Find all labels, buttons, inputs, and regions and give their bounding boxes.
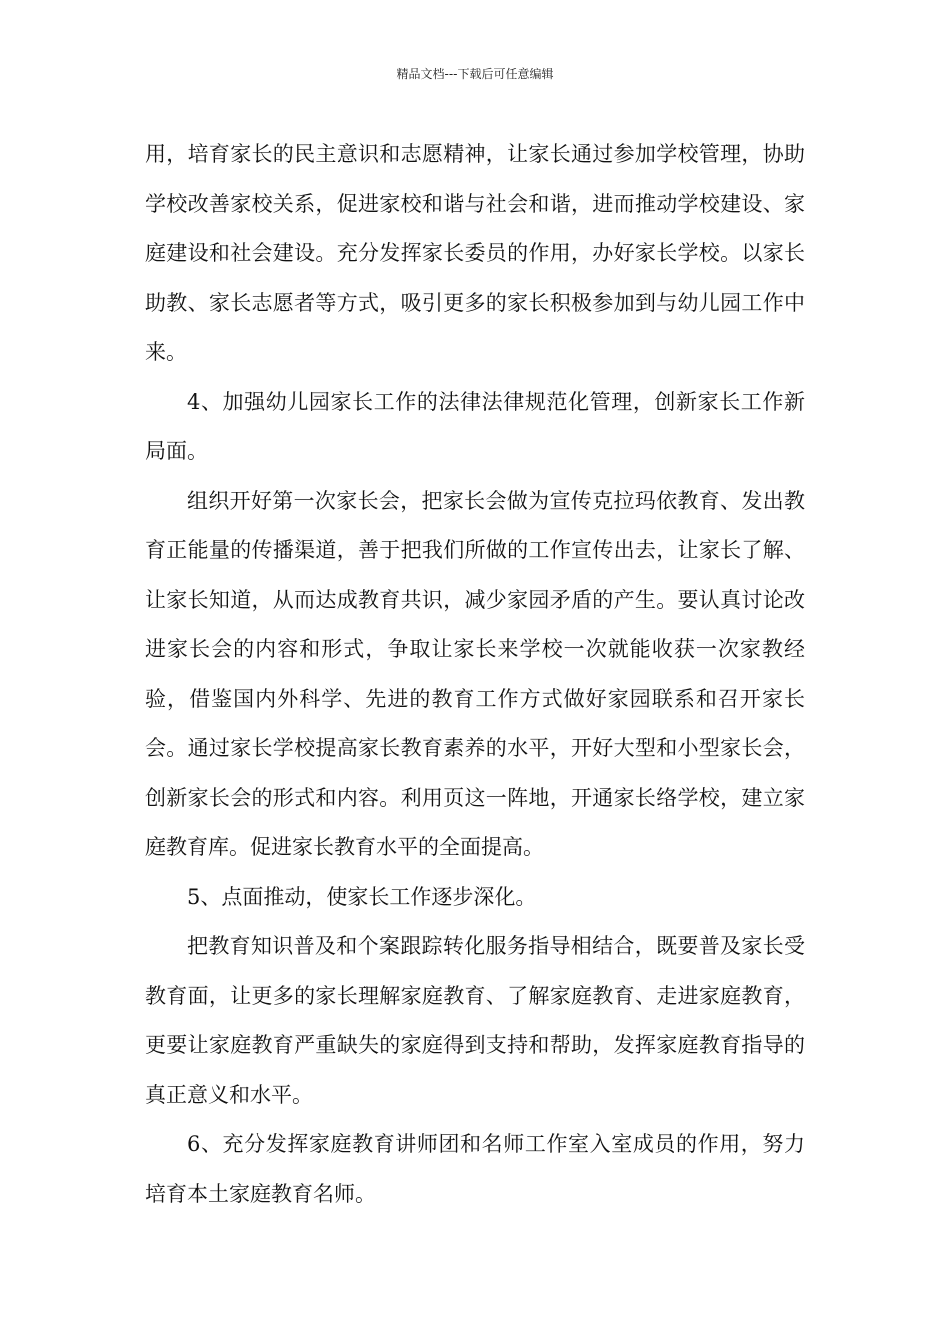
paragraph-item-6-heading: 6、充分发挥家庭教育讲师团和名师工作室入室成员的作用，努力培育本土家庭教育名师。 <box>145 1132 805 1206</box>
paragraph-knowledge-popularization: 把教育知识普及和个案跟踪转化服务指导相结合，既要普及家长受教育面，让更多的家长理解家庭教育、了解家庭教育、走进家庭教育，更要让家庭教育严重缺失的家庭得到支持和帮助，发挥家庭教育指导的真正意义和水平。 <box>145 934 805 1107</box>
paragraph-item-5-heading: 5、点面推动，使家长工作逐步深化。 <box>187 884 537 909</box>
paragraph-parent-meeting: 组织开好第一次家长会，把家长会做为宣传克拉玛依教育、发出教育正能量的传播渠道，善于把我们所做的工作宣传出去，让家长了解、让家长知道，从而达成教育共识，减少家园矛盾的产生。要认真讨论改进家长会的内容和形式，争取让家长来学校一次就能收获一次家教经验，借鉴国内外科学、先进的教育工作方式做好家园联系和召开家长会。通过家长学校提高家长教育素养的水平，开好大型和小型家长会，创新家长会的形式和内容。利用页这一阵地，开通家长络学校，建立家庭教育库。促进家长教育水平的全面提高。 <box>145 488 805 859</box>
paragraph-item-4-heading: 4、加强幼儿园家长工作的法律法律规范化管理，创新家长工作新局面。 <box>145 389 805 463</box>
page-header: 精品文档---下载后可任意编辑 <box>396 67 554 81</box>
document-body <box>145 130 805 1219</box>
paragraph-continuation: 用，培育家长的民主意识和志愿精神，让家长通过参加学校管理，协助学校改善家校关系，促进家校和谐与社会和谐，进而推动学校建设、家庭建设和社会建设。充分发挥家长委员的作用，办好家长学校。以家长助教、家长志愿者等方式，吸引更多的家长积极参加到与幼儿园工作中来。 <box>145 142 805 364</box>
